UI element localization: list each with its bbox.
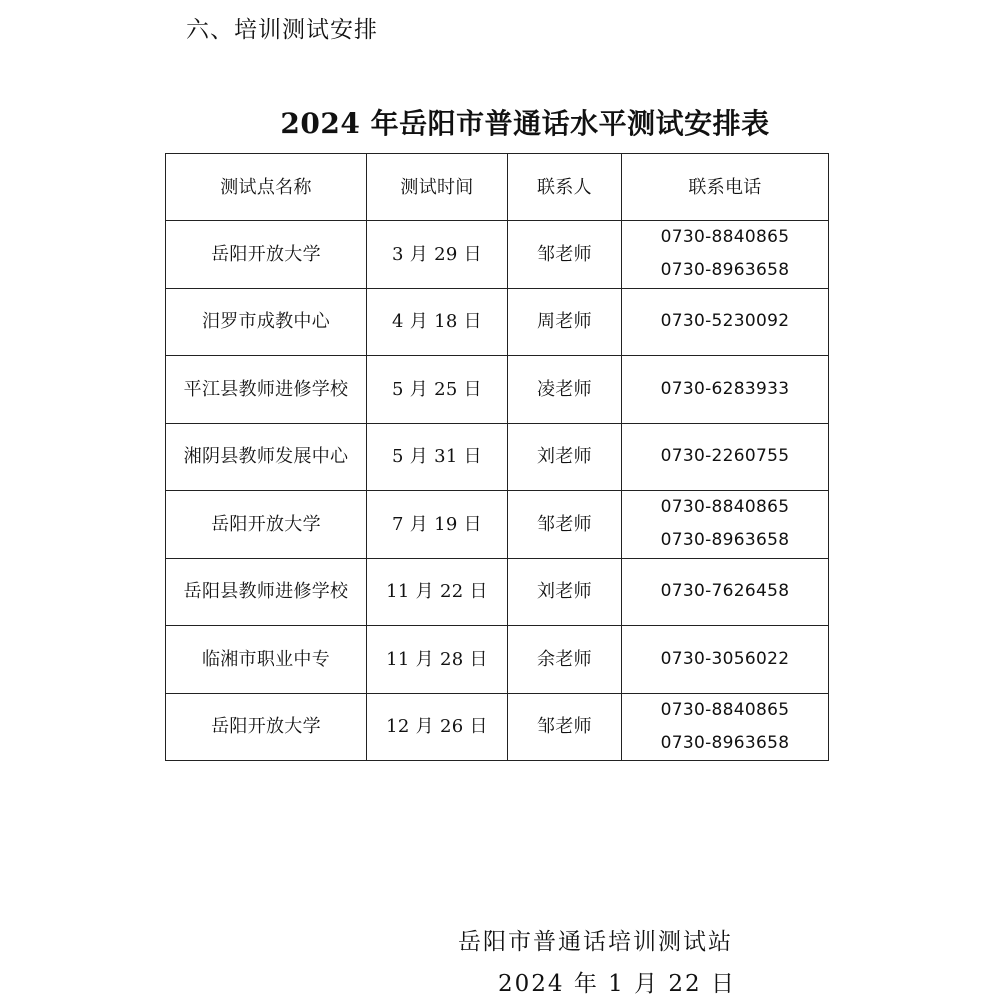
cell-contact: 凌老师 [508, 356, 622, 424]
table-row [166, 221, 829, 289]
cell-time: 5 月 31 日 [367, 423, 508, 491]
table-header-row [166, 154, 829, 221]
cell-contact: 刘老师 [508, 558, 622, 626]
table-row [166, 558, 829, 626]
phone-number: 0730-6283933 [660, 378, 790, 399]
header-phone: 联系电话 [622, 154, 829, 221]
cell-time: 12 月 26 日 [367, 693, 508, 761]
cell-contact: 邹老师 [508, 491, 622, 559]
cell-site: 岳阳开放大学 [166, 221, 367, 289]
cell-phone [622, 693, 829, 761]
cell-phone [622, 423, 829, 491]
footer-date: 2024 年 1 月 22 日 [498, 971, 736, 997]
cell-contact: 周老师 [508, 288, 622, 356]
cell-site: 岳阳开放大学 [166, 491, 367, 559]
cell-time: 11 月 28 日 [367, 626, 508, 694]
cell-site: 岳阳开放大学 [166, 693, 367, 761]
cell-site: 汨罗市成教中心 [166, 288, 367, 356]
phone-number: 0730-2260755 [660, 446, 790, 467]
table-row [166, 288, 829, 356]
cell-phone [622, 626, 829, 694]
table-row [166, 423, 829, 491]
cell-contact: 邹老师 [508, 693, 622, 761]
cell-phone [622, 221, 829, 289]
footer-organization: 岳阳市普通话培训测试站 [458, 929, 733, 955]
table-row [166, 626, 829, 694]
phone-number: 0730-3056022 [660, 648, 790, 669]
phone-number: 0730-8840865 [660, 227, 790, 248]
cell-time: 7 月 19 日 [367, 491, 508, 559]
table-row [166, 693, 829, 761]
cell-site: 平江县教师进修学校 [166, 356, 367, 424]
cell-phone [622, 288, 829, 356]
cell-site: 湘阴县教师发展中心 [166, 423, 367, 491]
cell-time: 4 月 18 日 [367, 288, 508, 356]
phone-number: 0730-8840865 [660, 699, 790, 720]
phone-number: 0730-5230092 [660, 311, 790, 332]
phone-number: 0730-8963658 [660, 732, 790, 753]
section-heading: 六、培训测试安排 [186, 17, 378, 43]
cell-site: 临湘市职业中专 [166, 626, 367, 694]
cell-phone [622, 356, 829, 424]
phone-number: 0730-8840865 [660, 497, 790, 518]
cell-phone [622, 558, 829, 626]
table-title: 2024 年岳阳市普通话水平测试安排表 [280, 107, 770, 140]
cell-phone [622, 491, 829, 559]
table-row [166, 356, 829, 424]
table-row [166, 491, 829, 559]
phone-number: 0730-8963658 [660, 530, 790, 551]
header-site: 测试点名称 [166, 154, 367, 221]
cell-contact: 余老师 [508, 626, 622, 694]
schedule-table [165, 153, 829, 761]
table-body [166, 221, 829, 761]
cell-contact: 邹老师 [508, 221, 622, 289]
phone-number: 0730-7626458 [660, 581, 790, 602]
header-contact: 联系人 [508, 154, 622, 221]
cell-site: 岳阳县教师进修学校 [166, 558, 367, 626]
cell-time: 5 月 25 日 [367, 356, 508, 424]
header-time: 测试时间 [367, 154, 508, 221]
phone-number: 0730-8963658 [660, 260, 790, 281]
cell-time: 3 月 29 日 [367, 221, 508, 289]
cell-time: 11 月 22 日 [367, 558, 508, 626]
cell-contact: 刘老师 [508, 423, 622, 491]
